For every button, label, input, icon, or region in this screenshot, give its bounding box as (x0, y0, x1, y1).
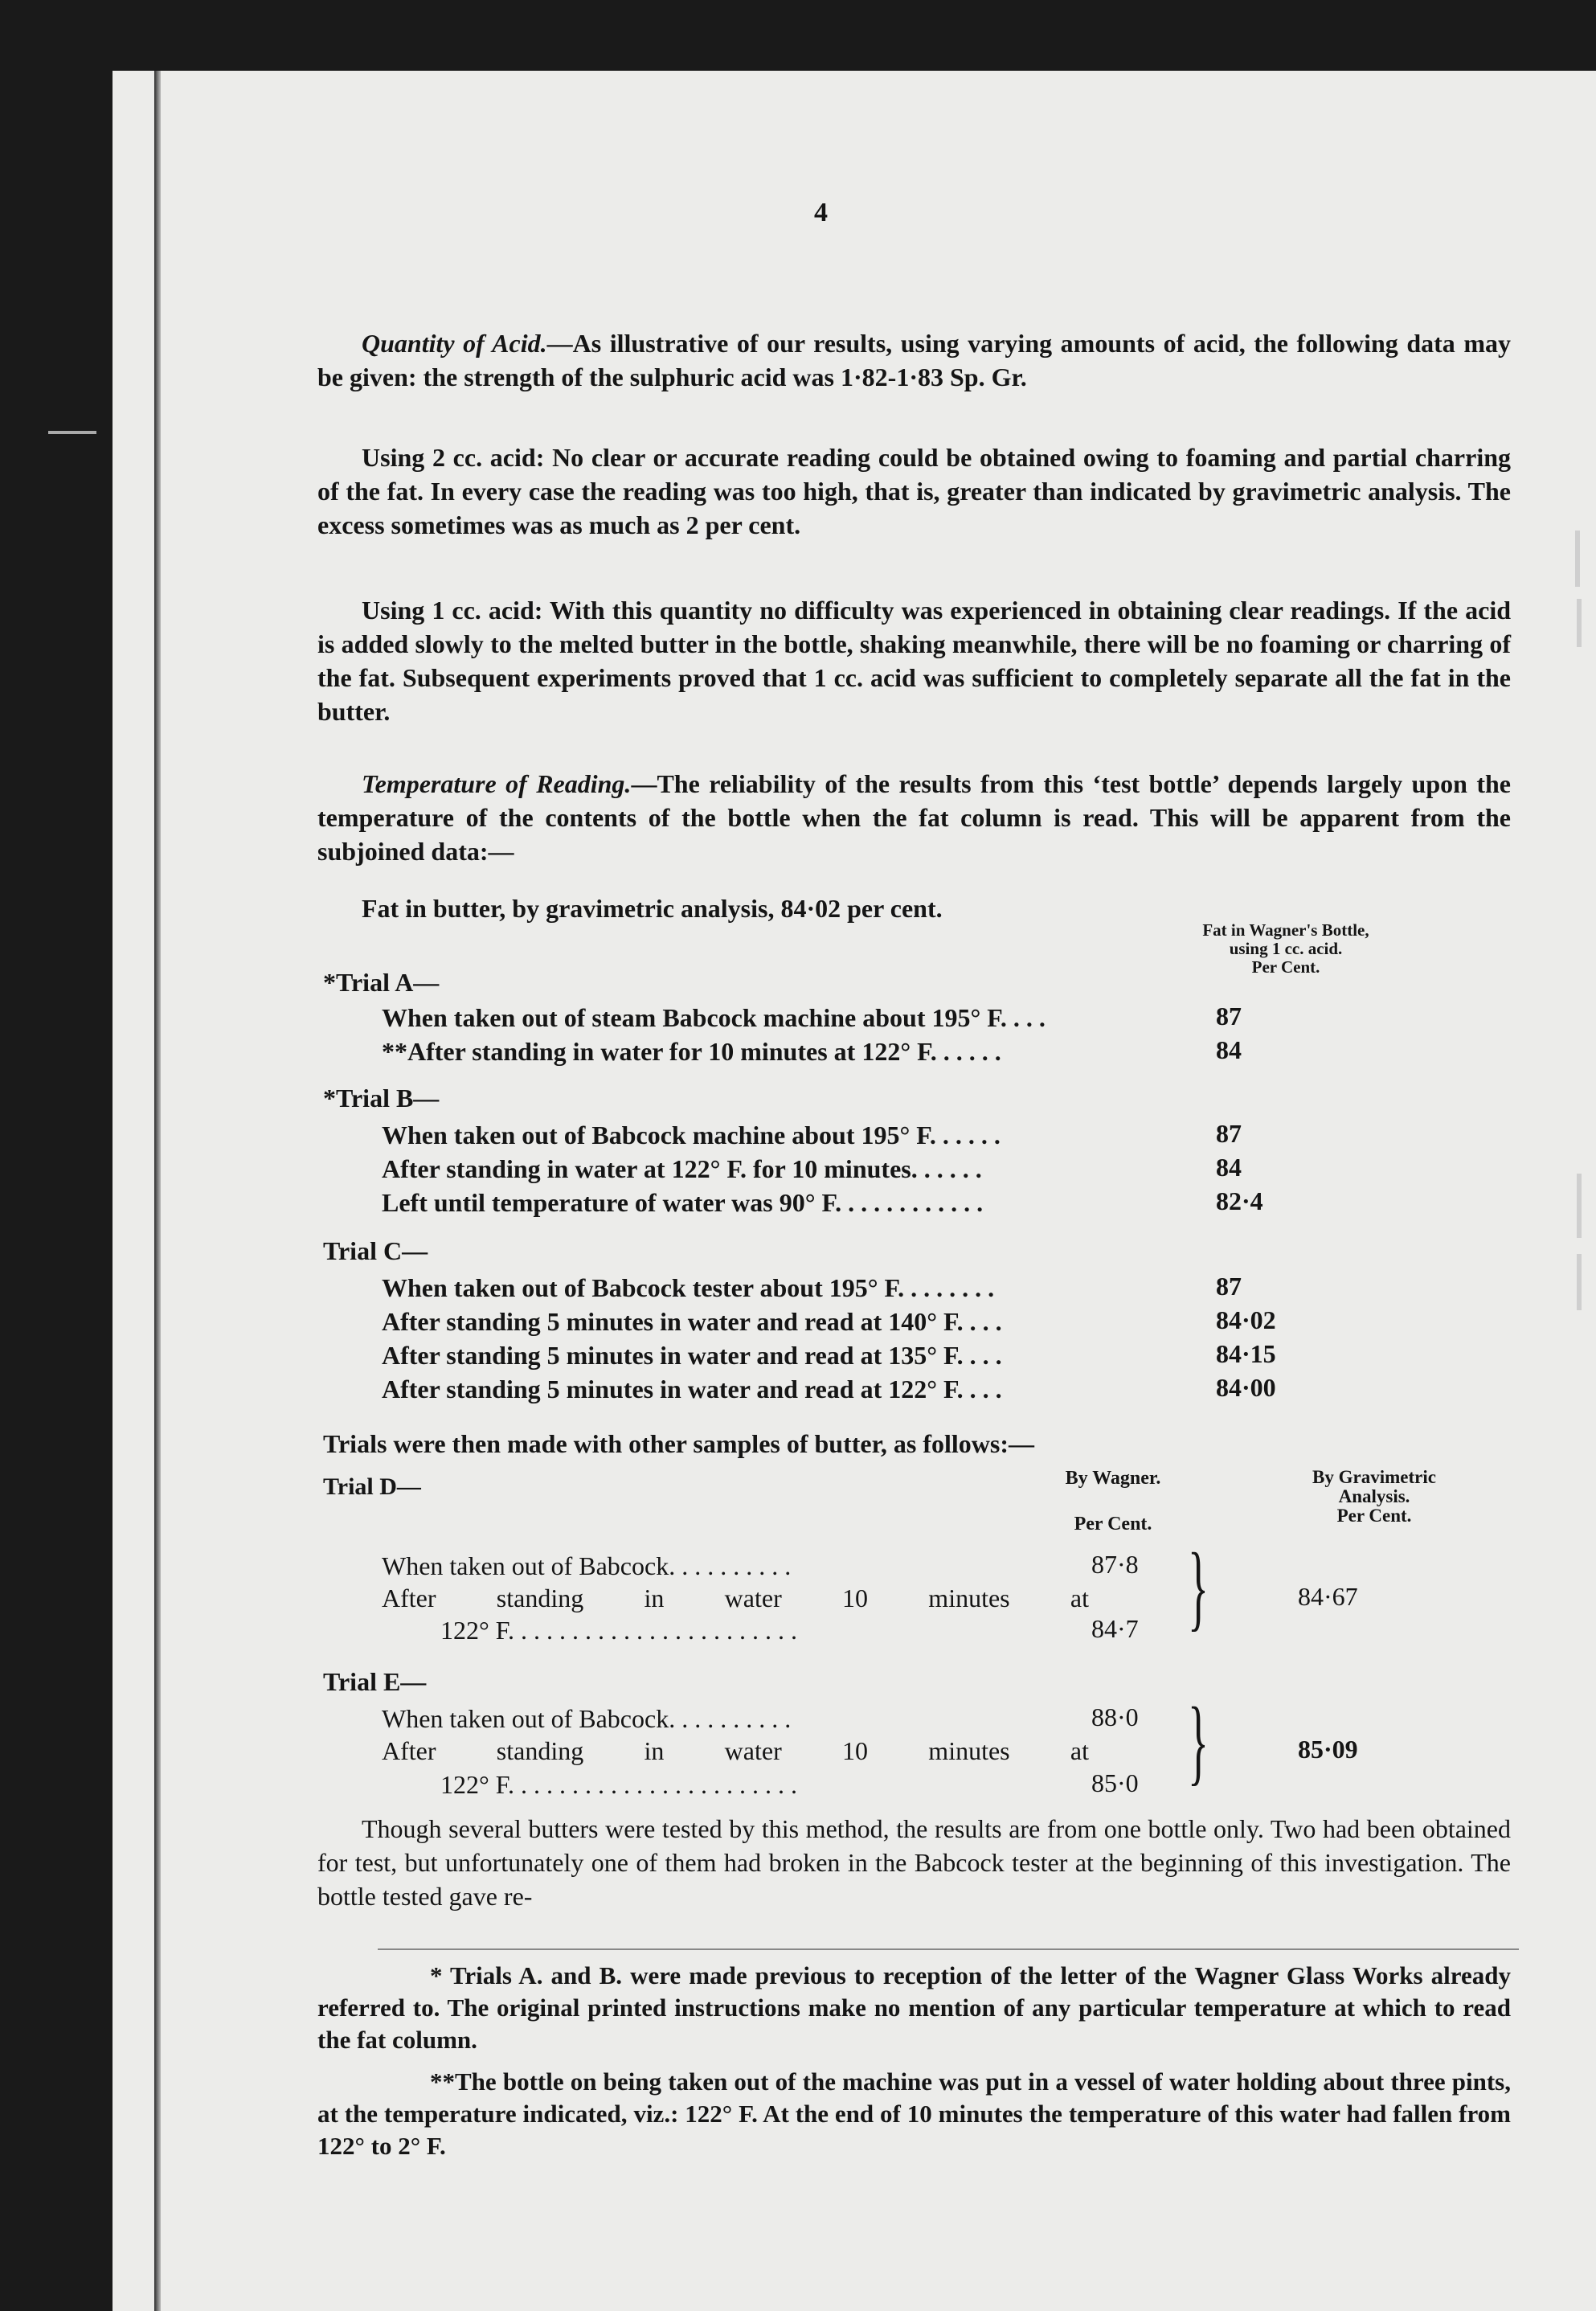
document-page (113, 71, 1596, 2311)
trial-e-row2-label: After standing in water 10 minutes at (382, 1736, 1089, 1765)
paragraph-text: Though several butters were tested by this method, the results are from one bottle only. Two had been obtained for test, but unfortunately one of them had broken in the Babcock tester at the beginning of this investigation. The bottle tested gave re- (317, 1814, 1511, 1911)
trial-d-wagner-value-1: 87·8 (1091, 1550, 1139, 1579)
trial-b-row-value: 87 (1216, 1119, 1242, 1148)
paragraph-text: Using 2 cc. acid: No clear or accurate reading could be obtained owing to foaming and partial charring of the fat. In every case the reading was too high, that is, greater than indicated by gravimetric analysis. The excess sometimes was as much as 2 per cent. (317, 443, 1511, 539)
trial-d-row2-label-cont: 122° F. . . . . . . . . . . . . . . . . . . . . . . (440, 1616, 798, 1645)
paragraph-temperature-of-reading (317, 767, 1511, 868)
column-header-wagner-bottle (1109, 921, 1463, 977)
trial-c-row-label: After standing 5 minutes in water and read at 135° F. . . . (382, 1341, 1002, 1370)
trial-b-row-label: After standing in water at 122° F. for 10 minutes. . . . . . (382, 1154, 982, 1183)
paragraph-using-2cc (317, 440, 1511, 542)
trial-a-row-value: 84 (1216, 1035, 1242, 1064)
paragraph-quantity-of-acid (317, 326, 1511, 394)
trial-d-title: Trial D— (323, 1473, 421, 1500)
brace-icon: } (1188, 1533, 1209, 1640)
trial-b-row-value: 84 (1216, 1153, 1242, 1182)
column-header-by-wagner-unit: Per Cent. (1074, 1514, 1152, 1535)
trial-d-wagner-value-2: 84·7 (1091, 1614, 1139, 1643)
trial-c-row-value: 84·00 (1216, 1373, 1276, 1402)
trial-d-row2-label: After standing in water 10 minutes at (382, 1584, 1089, 1612)
column-header-line: Fat in Wagner's Bottle, (1202, 920, 1369, 940)
trial-e-title: Trial E— (323, 1667, 427, 1696)
column-header-by-gravimetric (1238, 1468, 1511, 1526)
column-header-line: using 1 cc. acid. (1229, 939, 1343, 958)
footnote-divider (378, 1948, 1519, 1950)
paragraph-text: Using 1 cc. acid: With this quantity no difficulty was experienced in obtaining clear readings. If the acid is added slowly to the melted butter in the bottle, shaking meanwhile, there will be no foaming or charring of the fat. Subsequent experiments proved that 1 cc. acid was sufficient to completely separate all the fat in the butter. (317, 596, 1511, 726)
trial-e-row2-label-cont: 122° F. . . . . . . . . . . . . . . . . . . . . . . (440, 1770, 798, 1799)
trial-e-row1-label: When taken out of Babcock. . . . . . . . . . (382, 1704, 792, 1733)
scan-artifact (1577, 1254, 1582, 1310)
footnote-trials (317, 1960, 1511, 2056)
trial-c-row-label: After standing 5 minutes in water and read at 140° F. . . . (382, 1307, 1002, 1336)
fat-in-butter-line: Fat in butter, by gravimetric analysis, 84·02 per cent. (362, 894, 943, 923)
trial-a-title: *Trial A— (323, 968, 440, 997)
footnote-text: **The bottle on being taken out of the machine was put in a vessel of water holding about three pints, at the temperature indicated, viz.: 122° F. At the end of 10 minutes the temperature of this water had fallen from 122° to 2° F. (317, 2067, 1511, 2160)
column-header-line: Analysis. (1338, 1486, 1410, 1506)
paragraph-using-1cc (317, 593, 1511, 728)
trial-d-gravimetric-value: 84·67 (1298, 1582, 1358, 1611)
paragraph-several-butters (317, 1812, 1511, 1913)
trial-b-title: *Trial B— (323, 1084, 440, 1112)
trial-c-row-value: 84·02 (1216, 1305, 1276, 1334)
trial-b-row-label: Left until temperature of water was 90° F. . . . . . . . . . . . (382, 1188, 984, 1217)
trial-c-row-label: After standing 5 minutes in water and read at 122° F. . . . (382, 1375, 1002, 1403)
column-header-line: By Gravimetric (1312, 1467, 1436, 1487)
trial-c-row-value: 84·15 (1216, 1339, 1276, 1368)
brace-icon: } (1188, 1687, 1209, 1794)
trial-a-row-label: When taken out of steam Babcock machine about 195° F. . . . (382, 1003, 1046, 1032)
trial-a-row-label: **After standing in water for 10 minutes at 122° F. . . . . . (382, 1037, 1001, 1066)
trial-e-gravimetric-value: 85·09 (1298, 1735, 1358, 1764)
page-number: 4 (814, 198, 828, 227)
trial-e-wagner-value-1: 88·0 (1091, 1703, 1139, 1731)
column-header-line: Per Cent. (1251, 957, 1320, 977)
trial-e-wagner-value-2: 85·0 (1091, 1768, 1139, 1797)
footnote-text: * Trials A. and B. were made previous to reception of the letter of the Wagner Glass Works already referred to. The original printed instructions make no mention of any particular temperature at which to read the fat column. (317, 1961, 1511, 2054)
scan-artifact (1575, 531, 1580, 587)
scan-artifact (1577, 1174, 1582, 1238)
column-header-line: Per Cent. (1336, 1506, 1412, 1526)
trial-d-row1-label: When taken out of Babcock. . . . . . . . . . (382, 1551, 792, 1580)
scan-artifact (48, 431, 96, 434)
trial-c-title: Trial C— (323, 1236, 428, 1265)
trial-b-row-value: 82·4 (1216, 1186, 1263, 1215)
scan-artifact (1577, 599, 1582, 647)
trial-c-row-label: When taken out of Babcock tester about 195° F. . . . . . . . (382, 1273, 995, 1302)
trials-intro-line: Trials were then made with other samples of butter, as follows:— (323, 1429, 1034, 1458)
trial-a-row-value: 87 (1216, 1002, 1242, 1031)
heading-quantity-of-acid: Quantity of Acid. (362, 329, 547, 358)
trial-c-row-value: 87 (1216, 1272, 1242, 1301)
paragraph-text: —As illustrative of our results, using varying amounts of acid, the following data may be given: the strength of the sulphuric acid was 1·82-1·83 Sp. Gr. (317, 329, 1512, 391)
heading-temperature-of-reading: Temperature of Reading. (362, 769, 632, 798)
trial-b-row-label: When taken out of Babcock machine about 195° F. . . . . . (382, 1121, 1001, 1149)
footnote-bottle (317, 2066, 1511, 2162)
paragraph-text: —The reliability of the results from this ‘test bottle’ depends largely upon the temperature of the contents of the bottle when the fat column is read. This will be apparent from the subjoined data:— (317, 769, 1512, 866)
column-header-by-wagner: By Wagner. (1065, 1468, 1161, 1489)
